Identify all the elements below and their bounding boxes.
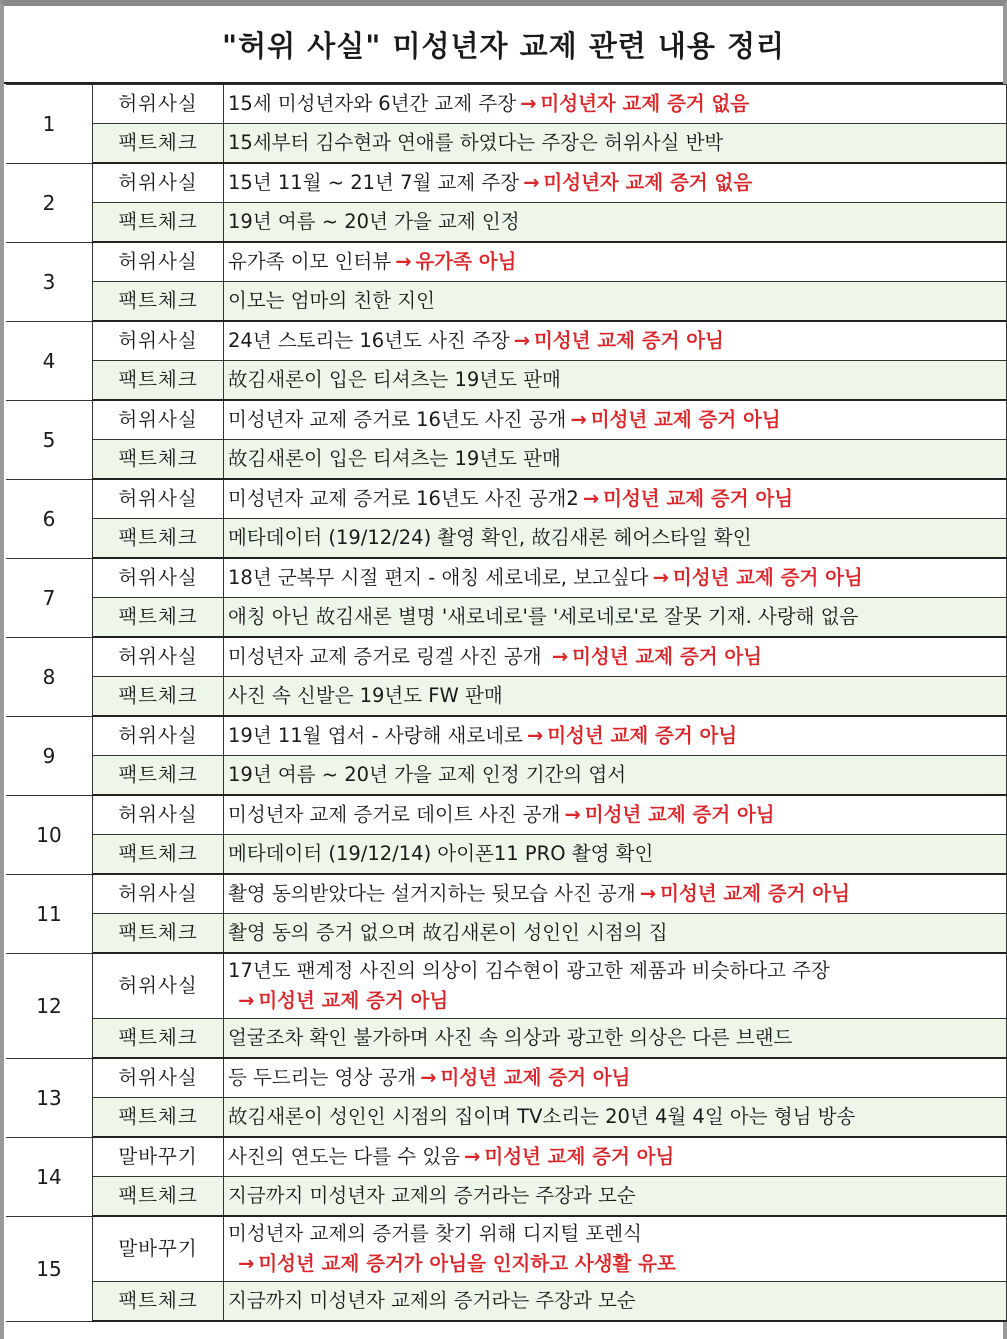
claim-highlight: 미성년 교제 증거 아님 <box>440 1066 631 1089</box>
fact-text: 故김새론이 성인인 시점의 집이며 TV소리는 20년 4월 4일 아는 형님 방송 <box>224 1098 1007 1138</box>
page-title: "허위 사실" 미성년자 교제 관련 내용 정리 <box>4 6 1003 84</box>
table-row <box>6 677 1007 717</box>
table-row <box>6 479 1007 519</box>
table-row <box>6 124 1007 164</box>
table-row <box>6 361 1007 401</box>
table-row <box>6 953 1007 1019</box>
claim-label: 허위사실 <box>93 1058 224 1098</box>
fact-label: 팩트체크 <box>93 1177 224 1217</box>
arrow-icon: → <box>526 724 544 747</box>
claim-label: 허위사실 <box>93 558 224 598</box>
claim-cell <box>224 637 1007 677</box>
claim-text: 15년 11월 ~ 21년 7월 교제 주장 <box>228 171 520 194</box>
fact-text: 이모는 엄마의 친한 지인 <box>224 282 1007 322</box>
row-number: 12 <box>6 953 93 1058</box>
claim-cell <box>224 953 1007 1019</box>
table-row <box>6 1282 1007 1322</box>
table-row <box>6 716 1007 756</box>
claim-cell <box>224 716 1007 756</box>
claim-label: 허위사실 <box>93 479 224 519</box>
table-row <box>6 795 1007 835</box>
arrow-icon: → <box>639 882 657 905</box>
table-row <box>6 321 1007 361</box>
claim-text: 15세 미성년자와 6년간 교제 주장 <box>228 92 517 115</box>
claim-label: 허위사실 <box>93 795 224 835</box>
claim-text: 17년도 팬계정 사진의 의상이 김수현이 광고한 제품과 비슷하다고 주장 <box>228 959 830 982</box>
claim-text: 촬영 동의받았다는 설거지하는 뒷모습 사진 공개 <box>228 882 636 905</box>
arrow-icon: → <box>570 408 587 431</box>
claim-cell <box>224 874 1007 914</box>
fact-label: 팩트체크 <box>93 203 224 243</box>
fact-label: 팩트체크 <box>93 1019 224 1059</box>
claim-label: 허위사실 <box>93 85 224 124</box>
claim-highlight: 미성년 교제 증거 아님 <box>672 566 863 589</box>
claim-label: 허위사실 <box>93 163 224 203</box>
table-row <box>6 598 1007 638</box>
claim-label: 허위사실 <box>93 637 224 677</box>
claim-highlight: 미성년 교제 증거 아님 <box>660 882 850 905</box>
fact-label: 팩트체크 <box>93 835 224 875</box>
row-number: 15 <box>6 1216 93 1321</box>
table-row <box>6 519 1007 559</box>
row-number: 14 <box>6 1137 93 1216</box>
table-row <box>6 440 1007 480</box>
table-row <box>6 85 1007 124</box>
claim-highlight: 유가족 아님 <box>415 250 517 273</box>
claim-line2 <box>228 986 1002 1016</box>
fact-label: 팩트체크 <box>93 914 224 954</box>
fact-text: 지금까지 미성년자 교제의 증거라는 주장과 모순 <box>224 1282 1007 1322</box>
table-row <box>6 163 1007 203</box>
fact-label: 팩트체크 <box>93 756 224 796</box>
table-row <box>6 203 1007 243</box>
claim-label: 허위사실 <box>93 874 224 914</box>
arrow-icon: → <box>513 329 530 352</box>
fact-text: 메타데이터 (19/12/14) 아이폰11 PRO 촬영 확인 <box>224 835 1007 875</box>
fact-text: 사진 속 신발은 19년도 FW 판매 <box>224 677 1007 717</box>
claim-label: 말바꾸기 <box>93 1216 224 1282</box>
arrow-icon: → <box>238 989 255 1012</box>
table-row <box>6 914 1007 954</box>
claim-cell <box>224 242 1007 282</box>
fact-label: 팩트체크 <box>93 282 224 322</box>
claim-label: 허위사실 <box>93 321 224 361</box>
claim-cell <box>224 85 1007 124</box>
fact-label: 팩트체크 <box>93 440 224 480</box>
arrow-icon: → <box>652 566 669 589</box>
table-row <box>6 1019 1007 1059</box>
claim-text: 24년 스토리는 16년도 사진 주장 <box>228 329 510 352</box>
row-number: 2 <box>6 163 93 242</box>
table-row <box>6 1098 1007 1138</box>
claim-text: 18년 군복무 시절 편지 - 애칭 세로네로, 보고싶다 <box>228 566 649 589</box>
fact-label: 팩트체크 <box>93 361 224 401</box>
claim-highlight: 미성년 교제 증거 아님 <box>572 645 762 668</box>
fact-text: 15세부터 김수현과 연애를 하였다는 주장은 허위사실 반박 <box>224 124 1007 164</box>
row-number: 9 <box>6 716 93 795</box>
arrow-icon: → <box>395 250 412 273</box>
claim-cell <box>224 321 1007 361</box>
arrow-icon: → <box>582 487 600 510</box>
fact-text: 故김새론이 입은 티셔츠는 19년도 판매 <box>224 361 1007 401</box>
claim-highlight: 미성년자 교제 증거 없음 <box>540 92 750 115</box>
claim-label: 허위사실 <box>93 716 224 756</box>
claim-text: 19년 11월 엽서 - 사랑해 새로네로 <box>228 724 523 747</box>
table-row <box>6 756 1007 796</box>
claim-label: 말바꾸기 <box>93 1137 224 1177</box>
claim-highlight: 미성년 교제 증거 아님 <box>533 329 724 352</box>
row-number: 8 <box>6 637 93 716</box>
claim-highlight: 미성년 교제 증거 아님 <box>547 724 738 747</box>
arrow-icon: → <box>420 1066 437 1089</box>
claim-cell <box>224 479 1007 519</box>
claim-highlight: 미성년자 교제 증거 없음 <box>543 171 753 194</box>
claim-cell <box>224 1216 1007 1282</box>
claim-cell <box>224 1137 1007 1177</box>
fact-text: 촬영 동의 증거 없으며 故김새론이 성인인 시점의 집 <box>224 914 1007 954</box>
claim-text: 미성년자 교제 증거로 16년도 사진 공개 <box>228 408 567 431</box>
claim-text: 사진의 연도는 다를 수 있음 <box>228 1145 461 1168</box>
claim-cell <box>224 795 1007 835</box>
row-number: 3 <box>6 242 93 321</box>
table-row <box>6 1058 1007 1098</box>
row-number: 13 <box>6 1058 93 1137</box>
arrow-icon: → <box>551 645 569 668</box>
claim-label: 허위사실 <box>93 953 224 1019</box>
claim-highlight: 미성년 교제 증거 아님 <box>603 487 794 510</box>
fact-text: 애칭 아닌 故김새론 별명 '새로네로'를 '세로네로'로 잘못 기재. 사랑해 없음 <box>224 598 1007 638</box>
claim-cell <box>224 163 1007 203</box>
claim-highlight: 미성년 교제 증거 아님 <box>258 989 449 1012</box>
table-row <box>6 400 1007 440</box>
fact-check-table <box>6 84 1007 1322</box>
arrow-icon: → <box>464 1145 481 1168</box>
fact-text: 얼굴조차 확인 불가하며 사진 속 의상과 광고한 의상은 다른 브랜드 <box>224 1019 1007 1059</box>
claim-highlight: 미성년 교제 증거가 아님을 인지하고 사생활 유포 <box>258 1252 676 1275</box>
arrow-icon: → <box>238 1252 255 1275</box>
fact-label: 팩트체크 <box>93 677 224 717</box>
claim-text: 등 두드리는 영상 공개 <box>228 1066 417 1089</box>
table-row <box>6 282 1007 322</box>
fact-text: 19년 여름 ~ 20년 가을 교제 인정 기간의 엽서 <box>224 756 1007 796</box>
claim-text: 미성년자 교제 증거로 링겔 사진 공개 <box>228 645 548 668</box>
table-row <box>6 1216 1007 1282</box>
claim-text: 미성년자 교제 증거로 데이트 사진 공개 <box>228 803 561 826</box>
claim-text: 미성년자 교제 증거로 16년도 사진 공개2 <box>228 487 579 510</box>
table-row <box>6 1177 1007 1217</box>
claim-cell <box>224 558 1007 598</box>
table-row <box>6 1137 1007 1177</box>
claim-cell <box>224 1058 1007 1098</box>
row-number: 11 <box>6 874 93 953</box>
row-number: 6 <box>6 479 93 558</box>
table-row <box>6 637 1007 677</box>
table-row <box>6 835 1007 875</box>
row-number: 4 <box>6 321 93 400</box>
fact-label: 팩트체크 <box>93 519 224 559</box>
arrow-icon: → <box>523 171 540 194</box>
claim-label: 허위사실 <box>93 400 224 440</box>
claim-text: 미성년자 교제의 증거를 찾기 위해 디지털 포렌식 <box>228 1222 642 1245</box>
fact-text: 19년 여름 ~ 20년 가을 교제 인정 <box>224 203 1007 243</box>
arrow-icon: → <box>520 92 537 115</box>
row-number: 7 <box>6 558 93 637</box>
claim-text: 유가족 이모 인터뷰 <box>228 250 392 273</box>
table-row <box>6 874 1007 914</box>
fact-label: 팩트체크 <box>93 1098 224 1138</box>
fact-label: 팩트체크 <box>93 598 224 638</box>
row-number: 1 <box>6 85 93 164</box>
fact-label: 팩트체크 <box>93 124 224 164</box>
fact-text: 메타데이터 (19/12/24) 촬영 확인, 故김새론 헤어스타일 확인 <box>224 519 1007 559</box>
claim-highlight: 미성년 교제 증거 아님 <box>590 408 781 431</box>
fact-text: 故김새론이 입은 티셔츠는 19년도 판매 <box>224 440 1007 480</box>
fact-text: 지금까지 미성년자 교제의 증거라는 주장과 모순 <box>224 1177 1007 1217</box>
table-body <box>6 85 1007 1322</box>
arrow-icon: → <box>564 803 581 826</box>
claim-cell <box>224 400 1007 440</box>
claim-label: 허위사실 <box>93 242 224 282</box>
fact-label: 팩트체크 <box>93 1282 224 1322</box>
claim-line2 <box>228 1249 1002 1279</box>
table-row <box>6 242 1007 282</box>
claim-highlight: 미성년 교제 증거 아님 <box>484 1145 675 1168</box>
claim-highlight: 미성년 교제 증거 아님 <box>584 803 775 826</box>
row-number: 10 <box>6 795 93 874</box>
row-number: 5 <box>6 400 93 479</box>
table-row <box>6 558 1007 598</box>
